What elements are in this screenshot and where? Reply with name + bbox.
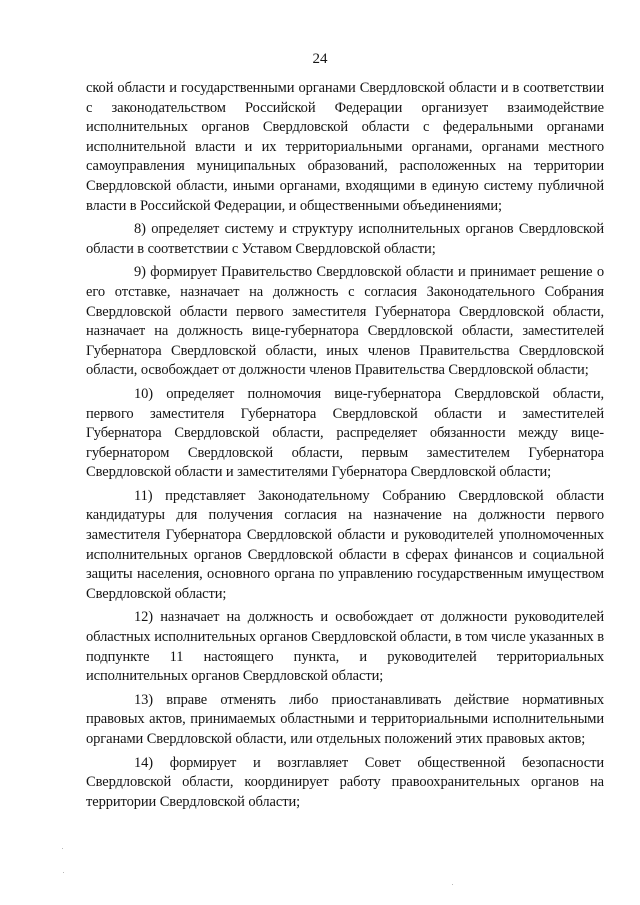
paragraph-continuation: ской области и государственными органами Свердловской области и в соответствии с законодательством Российской Федерации организует взаимодействие исполнительных органов Свердловской области с федеральными органами исполнительной власти и их территориальными органами, органами местного самоуправления муниципальных образований, расположенных на территории Свердловской области, иными органами, входящими в единую систему публичной власти в Российской Федерации, и общественными объединениями; — [86, 80, 604, 214]
body-text — [86, 79, 604, 816]
paragraph-item-10: 10) определяет полномочия вице-губернатора Свердловской области, первого заместителя Губернатора Свердловской области и заместителей Губернатора Свердловской области, распределяет обязанности между вице-губернатором Свердловской области, первым заместителем Губернатора Свердловской области и заместителями Губернатора Свердловской области; — [86, 385, 604, 481]
scan-speck — [62, 848, 63, 849]
scan-speck — [63, 872, 64, 873]
scan-speck — [452, 884, 453, 885]
page-number: 24 — [312, 51, 328, 67]
paragraph-item-14: 14) формирует и возглавляет Совет общественной безопасности Свердловской области, координирует работу правоохранительных органов на территории Свердловской области; — [86, 754, 604, 810]
paragraph-item-13: 13) вправе отменять либо приостанавливать действие нормативных правовых актов, принимаемых областными и территориальными исполнительными органами Свердловской области, или отдельных положений этих правовых актов; — [86, 691, 604, 747]
paragraph-item-9: 9) формирует Правительство Свердловской области и принимает решение о его отставке, назначает на должность с согласия Законодательного Собрания Свердловской области первого заместителя Губернатора Свердловской области, назначает на должность вице-губернатора Свердловской области, заместителей Губернатора Свердловской области, иных членов Правительства Свердловской области, освобождает от должности членов Правительства Свердловской области; — [86, 264, 604, 379]
paragraph-item-12: 12) назначает на должность и освобождает от должности руководителей областных исполнительных органов Свердловской области, в том числе указанных в подпункте 11 настоящего пункта, и руководителей территориальных исполнительных органов Свердловской области; — [86, 609, 604, 685]
paragraph-item-8: 8) определяет систему и структуру исполнительных органов Свердловской области в соответствии с Уставом Свердловской области; — [86, 221, 604, 257]
paragraph-item-11: 11) представляет Законодательному Собранию Свердловской области кандидатуры для получения согласия на назначение на должности первого заместителя Губернатора Свердловской области и руководителей уполномоченных исполнительных органов Свердловской области в сферах финансов и социальной защиты населения, основного органа по управлению государственным имуществом Свердловской области; — [86, 487, 604, 602]
